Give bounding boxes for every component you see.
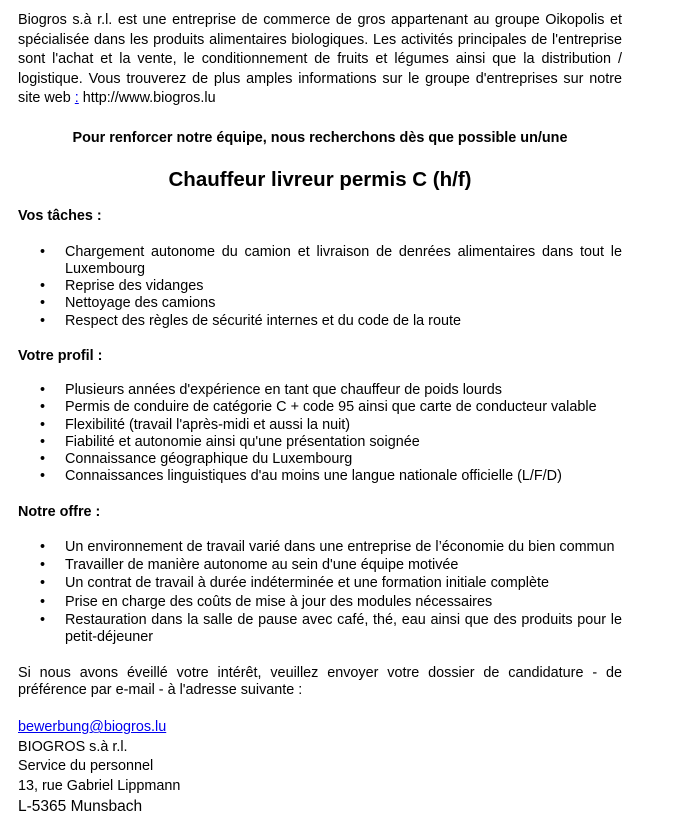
list-item: • Nettoyage des camions [40, 295, 216, 312]
bullet-icon: • [40, 295, 46, 312]
job-posting-document [18, 11, 622, 817]
closing-paragraph: Si nous avons éveillé votre intérêt, veuillez envoyer votre dossier de candidature - de préférence par e-mail - à l'adresse suivante : [18, 664, 622, 698]
list-item: • Connaissance géographique du Luxembourg [40, 451, 353, 468]
list-item: • Restauration dans la salle de pause avec café, thé, eau ainsi que des produits pour le petit-déjeuner [40, 611, 622, 646]
website-url: http://www.biogros.lu [78, 90, 216, 106]
list-item: • Un environnement de travail varié dans une entreprise de l’économie du bien commun [40, 538, 615, 555]
list-item: • Fiabilité et autonomie ainsi qu'une présentation soignée [40, 433, 420, 450]
job-title: Chauffeur livreur permis C (h/f) [168, 167, 472, 191]
tasks-list [18, 244, 622, 330]
bullet-icon: • [40, 433, 46, 450]
bullet-icon: • [40, 278, 46, 295]
list-item: • Travailler de manière autonome au sein d'une équipe motivée [40, 557, 459, 574]
website-link-separator[interactable]: : [74, 90, 79, 106]
list-item: • Un contrat de travail à durée indéterminée et une formation initiale complète [40, 575, 549, 592]
bullet-icon: • [40, 243, 46, 260]
intro-text: Biogros s.à r.l. est une entreprise de commerce de gros appartenant au groupe Oikopolis et spécialisée dans les produits alimentaires biologiques. Les activités principales de l'entreprise sont l'achat et la vente, le conditionnement de fruits et légumes ainsi que la distribution / logistique. Vous trouverez de plus amples informations sur le groupe d'entreprises sur notre site web [18, 12, 622, 106]
contact-company: BIOGROS s.à r.l. [18, 738, 128, 755]
list-item: • Flexibilité (travail l'après-midi et aussi la nuit) [40, 416, 351, 433]
contact-department: Service du personnel [18, 758, 154, 775]
bullet-icon: • [40, 451, 46, 468]
profile-list [18, 382, 622, 486]
bullet-icon: • [40, 557, 46, 574]
lead-sentence: Pour renforcer notre équipe, nous recherchons dès que possible un/une [72, 129, 568, 146]
contact-email-link[interactable]: bewerbung@biogros.lu [18, 719, 167, 736]
list-item: • Respect des règles de sécurité internes et du code de la route [40, 312, 461, 329]
bullet-icon: • [40, 611, 46, 628]
bullet-icon: • [40, 593, 46, 610]
list-item: • Plusieurs années d'expérience en tant que chauffeur de poids lourds [40, 381, 502, 398]
bullet-icon: • [40, 575, 46, 592]
list-item: • Prise en charge des coûts de mise à jour des modules nécessaires [40, 593, 493, 610]
intro-paragraph [18, 11, 622, 109]
offer-list [18, 539, 622, 647]
bullet-icon: • [40, 399, 46, 416]
profile-heading: Votre profil : [18, 347, 103, 364]
bullet-icon: • [40, 468, 46, 485]
contact-city: L-5365 Munsbach [18, 798, 143, 816]
bullet-icon: • [40, 416, 46, 433]
offer-heading: Notre offre : [18, 503, 101, 520]
list-item: • Reprise des vidanges [40, 278, 204, 295]
list-item: • Chargement autonome du camion et livraison de denrées alimentaires dans tout le Luxembourg [40, 243, 622, 277]
bullet-icon: • [40, 381, 46, 398]
contact-street: 13, rue Gabriel Lippmann [18, 777, 181, 794]
list-item: • Connaissances linguistiques d'au moins une langue nationale officielle (L/F/D) [40, 468, 562, 485]
tasks-heading: Vos tâches : [18, 207, 102, 224]
bullet-icon: • [40, 312, 46, 329]
bullet-icon: • [40, 538, 46, 555]
list-item: • Permis de conduire de catégorie C + code 95 ainsi que carte de conducteur valable [40, 399, 597, 416]
